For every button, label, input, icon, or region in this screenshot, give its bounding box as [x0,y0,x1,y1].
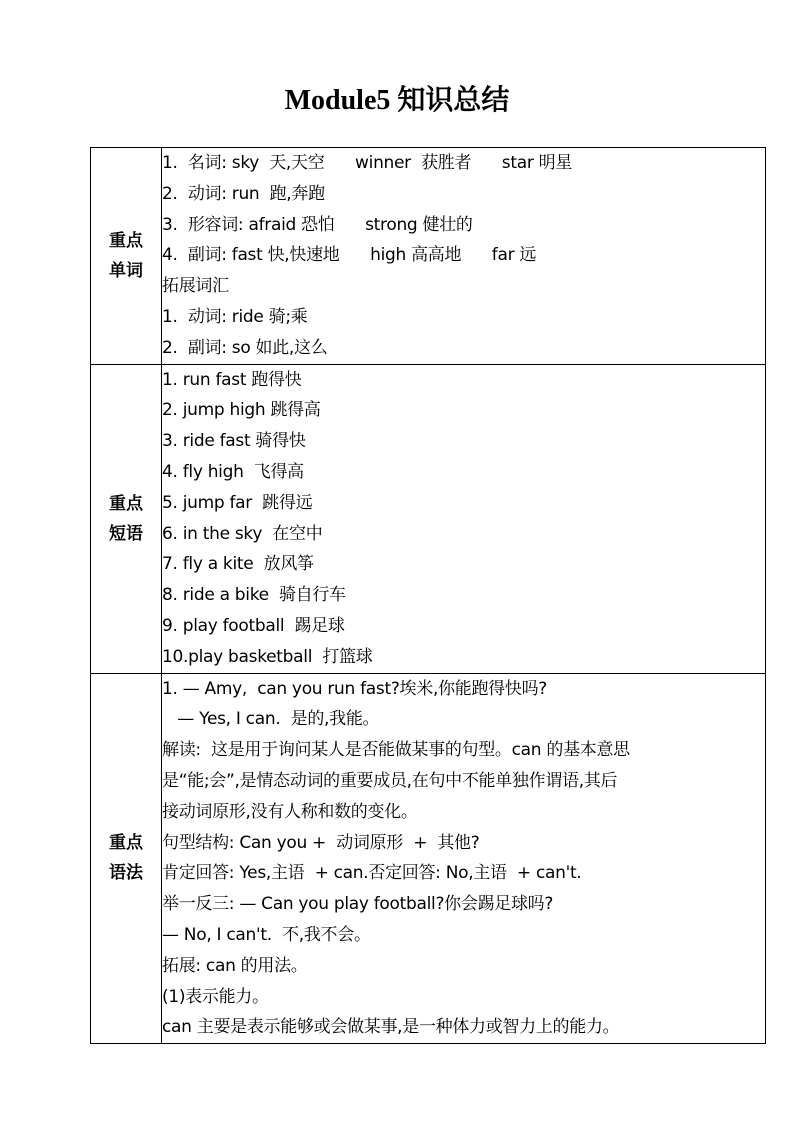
section-label-line: 重点 [109,833,143,854]
content-line: 接动词原形,没有人称和数的变化。 [162,801,418,822]
content-line: 9. play football 踢足球 [162,615,345,636]
section-label-line: 重点 [109,230,143,251]
section-label-line: 重点 [109,493,143,514]
section-label [91,673,162,1044]
content-line: 1. run fast 跑得快 [162,369,302,390]
content-line: — Yes, I can. 是的,我能。 [162,709,380,730]
content-line: 肯定回答: Yes,主语 + can.否定回答: No,主语 + can't. [162,863,582,884]
content-line: can 主要是表示能够或会做某事,是一种体力或智力上的能力。 [162,1017,620,1038]
section-row-phrases [91,364,766,673]
section-label-line: 短语 [109,523,143,544]
content-line: 举一反三: — Can you play football?你会踢足球吗? [162,894,554,915]
section-content [162,148,766,365]
section-content [162,364,766,673]
content-line: 1. 动词: ride 骑;乘 [162,306,308,327]
content-line: 1. — Amy, can you run fast?埃米,你能跑得快吗? [162,678,547,699]
section-row-words [91,148,766,365]
content-line: 句型结构: Can you + 动词原形 + 其他? [162,832,480,853]
content-line: 3. ride fast 骑得快 [162,431,306,452]
section-row-grammar [91,673,766,1044]
content-line: — No, I can't. 不,我不会。 [162,924,371,945]
content-line: 4. fly high 飞得高 [162,461,304,482]
section-label-line: 语法 [109,863,143,884]
content-line: 拓展: can 的用法。 [162,955,308,976]
section-content [162,673,766,1044]
section-label [91,148,162,365]
content-line: 10.play basketball 打篮球 [162,646,373,667]
content-line: 3. 形容词: afraid 恐怕 strong 健壮的 [162,214,473,235]
content-line: 2. 动词: run 跑,奔跑 [162,183,325,204]
page-title: Module5 知识总结 [284,85,510,116]
content-line: 2. jump high 跳得高 [162,400,321,421]
content-line: 解读: 这是用于询问某人是否能做某事的句型。can 的基本意思 [162,740,630,761]
section-label-line: 单词 [109,260,143,281]
content-line: 8. ride a bike 骑自行车 [162,585,346,606]
content-line: 1. 名词: sky 天,天空 winner 获胜者 star 明星 [162,153,573,173]
content-line: 7. fly a kite 放风筝 [162,554,314,575]
content-line: 5. jump far 跳得远 [162,492,313,513]
content-line: 拓展词汇 [162,276,229,297]
content-line: 是“能;会”,是情态动词的重要成员,在句中不能单独作谓语,其后 [162,770,618,791]
content-line: 2. 副词: so 如此,这么 [162,337,328,358]
section-label [91,364,162,673]
knowledge-table [90,147,766,1044]
content-line: 6. in the sky 在空中 [162,523,323,544]
content-line: 4. 副词: fast 快,快速地 high 高高地 far 远 [162,245,537,266]
content-line: (1)表示能力。 [162,986,269,1007]
